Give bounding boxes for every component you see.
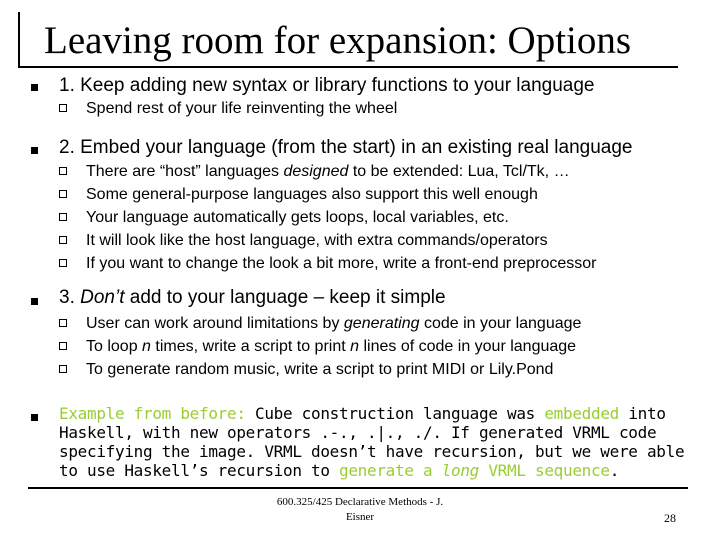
title-rule-vertical (18, 12, 20, 68)
point-1: 1. Keep adding new syntax or library functions to your language (59, 75, 595, 96)
sub-bullet-hollow-square-icon (59, 342, 67, 350)
sub-bullet-hollow-square-icon (59, 104, 67, 112)
title-rule-horizontal (18, 66, 678, 68)
point-2-sub-1: There are “host” languages designed to be extended: Lua, Tcl/Tk, … (86, 163, 570, 180)
bullet-square-icon (31, 84, 38, 91)
point-3-sub-2: To loop n times, write a script to print n lines of code in your language (86, 338, 577, 355)
sub-bullet-hollow-square-icon (59, 213, 67, 221)
example-lead: Example from before: (59, 404, 246, 423)
sub-bullet-hollow-square-icon (59, 190, 67, 198)
page-number: 28 (664, 511, 676, 525)
footer-rule (28, 487, 688, 489)
example-paragraph: Example from before: Cube construction language was embedded into Haskell, with new operators .-., .|., ./. If generated VRML code specifying the image. VRML doesn’t have recursion, but we were able to use Haskell’s recursion to generate a long VRML sequence. (59, 404, 685, 480)
point-2: 2. Embed your language (from the start) in an existing real language (59, 137, 633, 158)
point-3-sub-1: User can work around limitations by generating code in your language (86, 315, 582, 332)
slide-title: Leaving room for expansion: Options (44, 19, 632, 62)
point-3-sub-3: To generate random music, write a script to print MIDI or Lily.Pond (86, 361, 554, 378)
sub-bullet-hollow-square-icon (59, 319, 67, 327)
footer-citation: 600.325/425 Declarative Methods - J. Eisner (276, 496, 444, 523)
point-1-sub-1: Spend rest of your life reinventing the wheel (86, 100, 398, 117)
sub-bullet-hollow-square-icon (59, 236, 67, 244)
sub-bullet-hollow-square-icon (59, 167, 67, 175)
point-3: 3. Don’t add to your language – keep it simple (59, 287, 446, 308)
point-2-sub-2: Some general-purpose languages also support this well enough (86, 186, 538, 203)
sub-bullet-hollow-square-icon (59, 365, 67, 373)
sub-bullet-hollow-square-icon (59, 259, 67, 267)
point-2-sub-5: If you want to change the look a bit more, write a front-end preprocessor (86, 255, 597, 272)
point-2-sub-3: Your language automatically gets loops, local variables, etc. (86, 209, 509, 226)
bullet-square-icon (31, 414, 38, 421)
bullet-square-icon (31, 298, 38, 305)
point-2-sub-4: It will look like the host language, with extra commands/operators (86, 232, 548, 249)
bullet-square-icon (31, 147, 38, 154)
